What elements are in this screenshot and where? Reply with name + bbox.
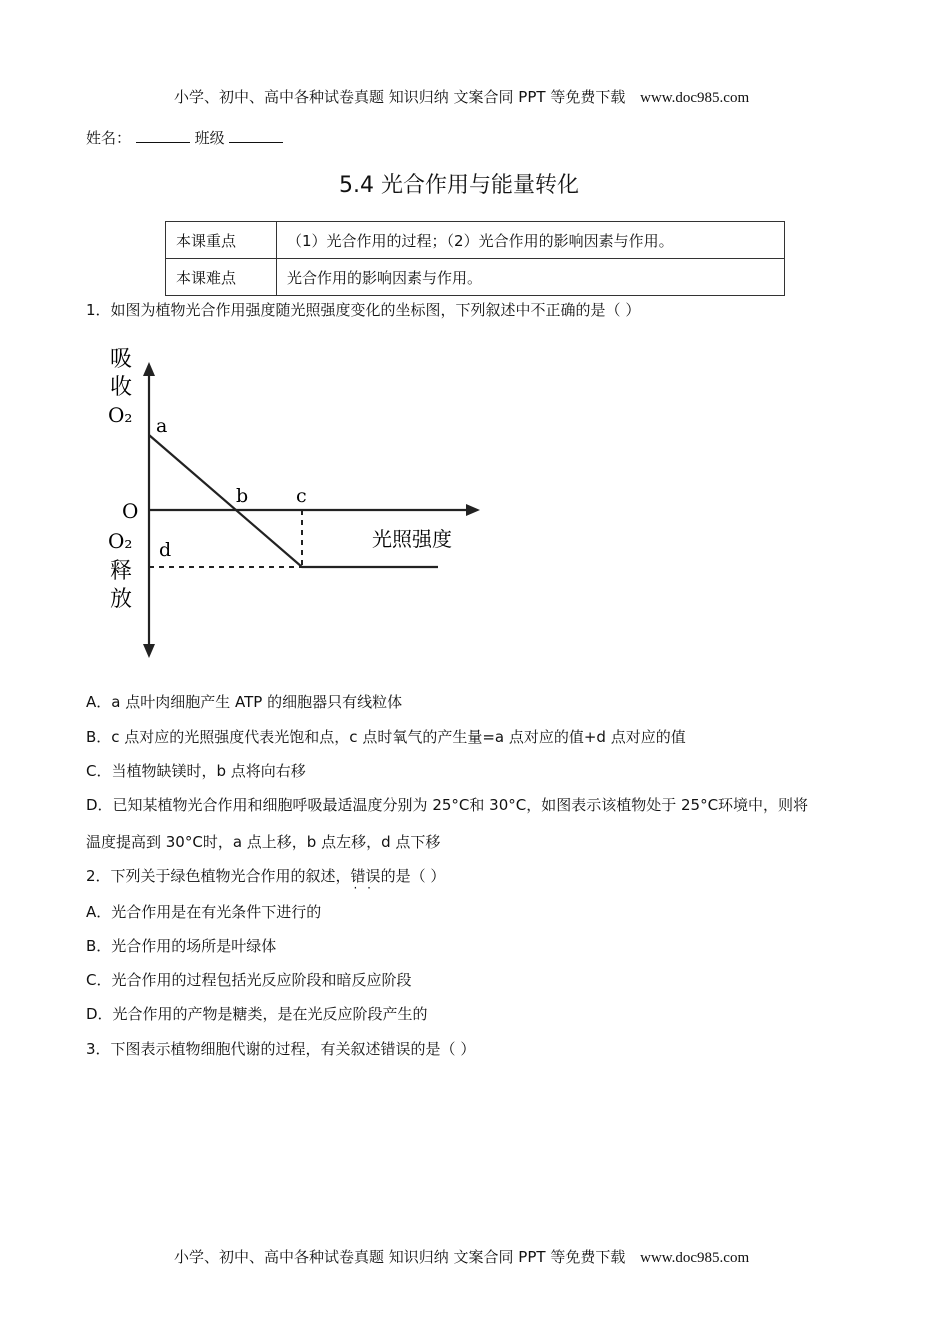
- top-banner: [174, 86, 749, 107]
- page-title: 5.4 光合作用与能量转化: [339, 173, 579, 198]
- table-row: [166, 222, 785, 259]
- key-points-table: [165, 221, 785, 296]
- y-label-bottom-3: 放: [110, 587, 133, 612]
- y-label-top-3: O₂: [108, 403, 133, 427]
- photosynthesis-graph: [100, 338, 500, 660]
- y-label-bottom-2: 释: [110, 559, 133, 584]
- q1-option-c: C．当植物缺镁时，b 点将向右移: [86, 762, 306, 780]
- x-axis-arrow: [466, 504, 480, 516]
- key-label: 本课重点: [166, 222, 277, 259]
- point-c-label: c: [296, 485, 307, 507]
- q2-stem-before: 2．下列关于绿色植物光合作用的叙述，: [86, 867, 351, 885]
- y-label-bottom-1: O₂: [108, 529, 133, 553]
- q1-option-d: D．已知某植物光合作用和细胞呼吸最适温度分别为 25°C和 30°C，如图表示该植物处于 25°C环境中，则将: [86, 796, 809, 814]
- banner-text: 小学、初中、高中各种试卷真题 知识归纳 文案合同 PPT 等免费下载: [174, 88, 626, 106]
- q1-option-a: A．a 点叶肉细胞产生 ATP 的细胞器只有线粒体: [86, 693, 403, 711]
- difficulty-label: 本课难点: [166, 259, 277, 296]
- footer-text: 小学、初中、高中各种试卷真题 知识归纳 文案合同 PPT 等免费下载: [174, 1248, 626, 1266]
- point-b-label: b: [236, 485, 249, 507]
- q2-option-c: C．光合作用的过程包括光反应阶段和暗反应阶段: [86, 971, 412, 989]
- q1-option-b: B．c 点对应的光照强度代表光饱和点，c 点时氧气的产生量=a 点对应的值+d 点对应的值: [86, 728, 686, 746]
- point-a-label: a: [156, 415, 168, 437]
- question-1-stem: 1．如图为植物光合作用强度随光照强度变化的坐标图，下列叙述中不正确的是（ ）: [86, 301, 641, 319]
- q2-option-b: B．光合作用的场所是叶绿体: [86, 937, 277, 955]
- key-content: （1）光合作用的过程；（2）光合作用的影响因素与作用。: [277, 222, 785, 259]
- banner-site[interactable]: www.doc985.com: [640, 90, 750, 106]
- footer-site[interactable]: www.doc985.com: [640, 1250, 750, 1266]
- class-label: 班级: [194, 129, 225, 147]
- question-2-stem: [86, 865, 445, 886]
- name-blank: [136, 130, 190, 143]
- q2-stem-after: 的是（ ）: [380, 867, 446, 885]
- point-d-label: d: [159, 539, 172, 561]
- question-3-stem: 3．下图表示植物细胞代谢的过程，有关叙述错误的是（ ）: [86, 1040, 476, 1058]
- footer-banner: [174, 1246, 749, 1267]
- class-blank: [229, 130, 283, 143]
- x-axis-label: 光照强度: [372, 527, 452, 551]
- y-label-top-2: 收: [110, 375, 133, 400]
- origin-label: O: [122, 499, 139, 523]
- y-axis-arrow-bottom: [143, 644, 155, 658]
- difficulty-content: 光合作用的影响因素与作用。: [277, 259, 785, 296]
- name-class-line: [86, 127, 283, 148]
- q2-stem-emphasis: 错误 · ·: [351, 867, 381, 885]
- y-label-top-1: 吸: [110, 347, 133, 372]
- table-row: [166, 259, 785, 296]
- y-axis-arrow-top: [143, 362, 155, 376]
- name-label: 姓名：: [86, 129, 132, 147]
- q1-option-d-continued: 温度提高到 30°C时，a 点上移，b 点左移，d 点下移: [86, 833, 441, 851]
- q2-option-d: D．光合作用的产物是糖类，是在光反应阶段产生的: [86, 1005, 428, 1023]
- q2-option-a: A．光合作用是在有光条件下进行的: [86, 903, 322, 921]
